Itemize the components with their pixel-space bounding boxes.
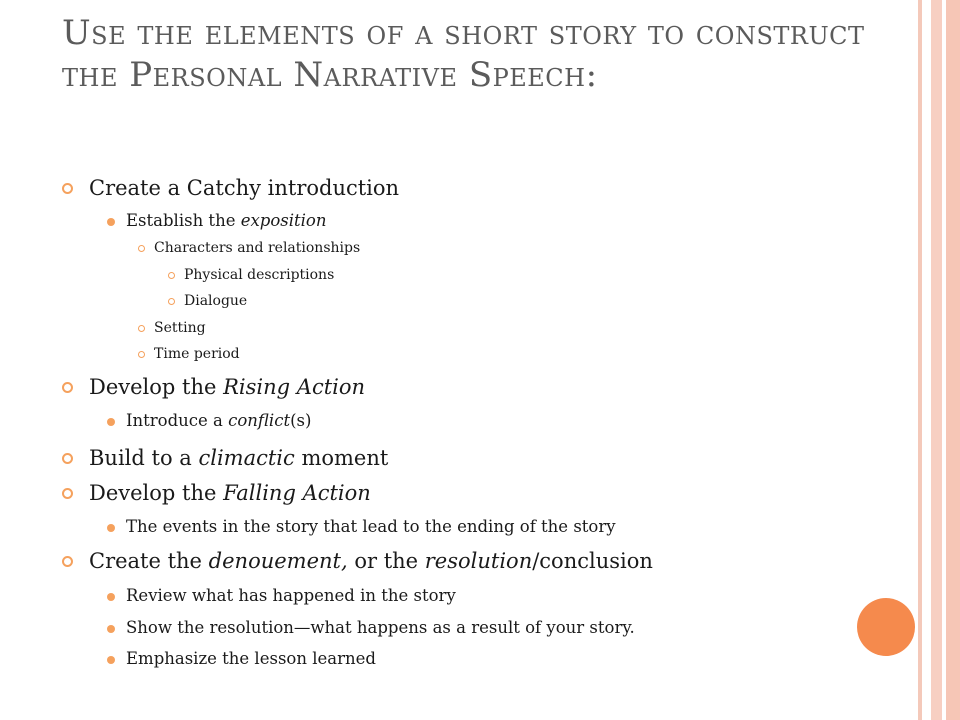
- text-segment: Create a Catchy introduction: [89, 176, 400, 200]
- bullet-item-level-1: [89, 446, 388, 470]
- bullet-item-level-1: [89, 176, 399, 200]
- text-segment: Setting: [154, 320, 206, 336]
- italic-text: denouement,: [208, 549, 348, 573]
- text-segment: Characters and relationships: [154, 240, 361, 256]
- bullet-text: [126, 618, 635, 637]
- bullet-item-level-2: [126, 618, 635, 637]
- bullet-item-level-3: [154, 320, 206, 336]
- stripe: [922, 0, 931, 720]
- text-segment: (s): [290, 411, 312, 430]
- bullet-text: [89, 481, 371, 505]
- bullet-icon: [62, 453, 73, 464]
- bullet-item-level-2: [126, 411, 311, 430]
- bullet-icon: [62, 488, 73, 499]
- text-segment: Review what has happened in the story: [126, 586, 456, 605]
- bullet-icon: [138, 325, 145, 332]
- text-segment: Develop the: [89, 481, 224, 505]
- bullet-item-level-3: [154, 346, 240, 362]
- bullet-item-level-4: [184, 267, 334, 283]
- text-segment: The events in the story that lead to the ending of the story: [126, 517, 616, 536]
- bullet-text: [89, 549, 653, 573]
- bullet-item-level-1: [89, 481, 371, 505]
- stripe: [931, 0, 942, 720]
- bullet-item-level-2: [126, 211, 326, 230]
- text-segment: /conclusion: [532, 549, 653, 573]
- italic-text: Falling Action: [223, 481, 371, 505]
- bullet-text: [126, 411, 311, 430]
- bullet-text: [89, 176, 399, 200]
- text-segment: Build to a: [89, 446, 199, 470]
- bullet-text: [154, 346, 240, 362]
- text-segment: Establish the: [126, 211, 241, 230]
- bullet-text: [184, 267, 334, 283]
- bullet-text: [126, 211, 326, 230]
- bullet-icon: [62, 183, 73, 194]
- bullet-icon: [107, 625, 115, 633]
- bullet-text: [126, 517, 616, 536]
- bullet-icon: [107, 524, 115, 532]
- italic-text: exposition: [240, 211, 327, 230]
- decorative-stripes: [918, 0, 960, 720]
- italic-text: conflict: [228, 411, 291, 430]
- bullet-icon: [107, 593, 115, 601]
- bullet-icon: [168, 272, 175, 279]
- bullet-item-level-2: [126, 517, 616, 536]
- bullet-text: [89, 375, 365, 399]
- bullet-icon: [62, 556, 73, 567]
- slide-title: Use the elements of a short story to construct the Personal Narrative Speech:: [62, 13, 865, 95]
- text-segment: Time period: [154, 346, 240, 362]
- italic-text: climactic: [198, 446, 295, 470]
- bullet-icon: [138, 245, 145, 252]
- bullet-icon: [107, 218, 115, 226]
- bullet-item-level-4: [184, 293, 247, 309]
- bullet-text: [126, 586, 456, 605]
- text-segment: Dialogue: [184, 293, 248, 309]
- text-segment: Physical descriptions: [184, 267, 335, 283]
- text-segment: Show the resolution—what happens as a result of your story.: [126, 618, 635, 637]
- text-segment: Create the: [89, 549, 209, 573]
- bullet-icon: [168, 298, 175, 305]
- bullet-icon: [107, 418, 115, 426]
- stripe: [946, 0, 960, 720]
- italic-text: Rising Action: [223, 375, 366, 399]
- bullet-icon: [138, 351, 145, 358]
- bullet-text: [154, 320, 206, 336]
- bullet-text: [126, 649, 376, 668]
- italic-text: resolution: [424, 549, 533, 573]
- bullet-item-level-3: [154, 240, 360, 256]
- bullet-text: [184, 293, 247, 309]
- bullet-icon: [62, 382, 73, 393]
- text-segment: moment: [294, 446, 389, 470]
- bullet-text: [89, 446, 388, 470]
- bullet-icon: [107, 656, 115, 664]
- text-segment: or the: [347, 549, 425, 573]
- bullet-item-level-1: [89, 549, 653, 573]
- bullet-item-level-2: [126, 649, 376, 668]
- text-segment: Introduce a: [126, 411, 229, 430]
- bullet-text: [154, 240, 360, 256]
- bullet-item-level-2: [126, 586, 456, 605]
- text-segment: Emphasize the lesson learned: [126, 649, 376, 668]
- bullet-item-level-1: [89, 375, 365, 399]
- text-segment: Develop the: [89, 375, 224, 399]
